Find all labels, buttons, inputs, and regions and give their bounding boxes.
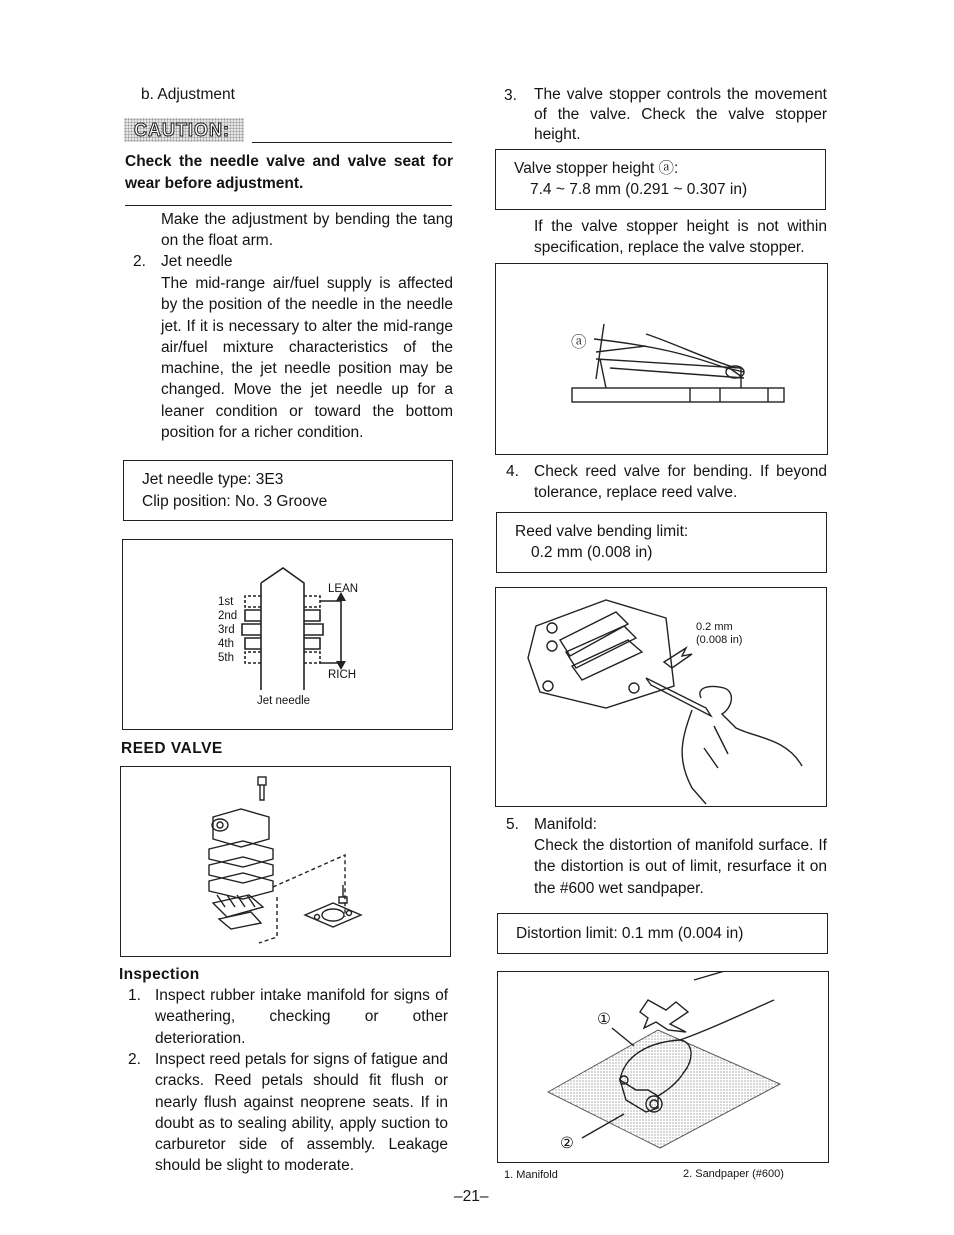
- item-5-number: 5.: [506, 816, 519, 833]
- caption-manifold: 1. Manifold: [504, 1169, 558, 1181]
- manifold-drawing: [498, 972, 827, 1161]
- caution-rule-top: [252, 142, 452, 143]
- caution-text: Check the needle valve and valve seat for wear before adjustment.: [125, 153, 453, 192]
- groove-3rd: 3rd: [218, 624, 235, 636]
- item-3-note: If the valve stopper height is not within specification, replace the valve stopper.: [534, 218, 827, 257]
- reed-valve-exploded-drawing: [121, 767, 449, 955]
- item-2-number: 2.: [133, 253, 146, 270]
- item-2-title: Jet needle: [161, 253, 233, 270]
- groove-4th: 4th: [218, 638, 234, 650]
- tang-paragraph: Make the adjustment by bending the tang on the float arm.: [161, 211, 453, 250]
- valve-stopper-height-label: Valve stopper height ⓐ:: [514, 160, 679, 177]
- item-5-title: Manifold:: [534, 816, 597, 833]
- reed-valve-exploded-figure: [120, 766, 451, 957]
- jet-needle-figure: [122, 539, 453, 730]
- inspection-2-text: Inspect reed petals for signs of fatigue and cracks. Reed petals should fit flush or nearly flush against neoprene seats. If in doubt as to sealing ability, apply suction to carburetor side of assembly. Leakage should be slight to moderate.: [155, 1051, 448, 1175]
- inspection-1-number: 1.: [128, 987, 141, 1004]
- groove-1st: 1st: [218, 596, 234, 608]
- reed-valve-bending-figure: [495, 587, 827, 807]
- item-2-body: The mid-range air/fuel supply is affected by the position of the needle in the needle jet. If it is necessary to alter the mid-range air/fuel mixture characteristics of the machine, the jet needle position may be changed. Move the jet needle up for a leaner condition or toward the bottom position for a richer condition.: [161, 275, 453, 442]
- valve-stopper-spec-box: [495, 149, 826, 210]
- reed-valve-limit-label: Reed valve bending limit:: [515, 523, 689, 540]
- caution-rule-bottom: [125, 205, 452, 206]
- inspection-1-text: Inspect rubber intake manifold for signs of weathering, checking or other deterioration.: [155, 987, 448, 1047]
- valve-stopper-height-value: 7.4 ~ 7.8 mm (0.291 ~ 0.307 in): [530, 181, 748, 198]
- distortion-limit-text: Distortion limit: 0.1 mm (0.004 in): [516, 925, 744, 942]
- adjustment-subheading: b. Adjustment: [141, 86, 235, 103]
- jet-needle-type: Jet needle type: 3E3: [142, 471, 284, 488]
- lean-label: LEAN: [328, 583, 359, 595]
- bending-limit-mm: 0.2 mm: [696, 621, 733, 633]
- distortion-limit-box: [497, 913, 828, 954]
- callout-2-sandpaper: ②: [560, 1135, 574, 1152]
- jet-needle-spec-box: [123, 460, 453, 521]
- jet-needle-caption: Jet needle: [257, 695, 311, 707]
- valve-stopper-figure: [495, 263, 828, 455]
- rich-label: RICH: [328, 669, 357, 681]
- caution-label: CAUTION:: [124, 118, 244, 142]
- reed-valve-limit-box: [496, 512, 827, 573]
- bending-limit-in: (0.008 in): [696, 634, 743, 646]
- groove-5th: 5th: [218, 652, 234, 664]
- item-4-text: Check reed valve for bending. If beyond tolerance, replace reed valve.: [534, 463, 827, 502]
- item-4-number: 4.: [506, 463, 519, 480]
- inspection-heading: Inspection: [119, 966, 200, 983]
- inspection-2-number: 2.: [128, 1051, 141, 1068]
- clip-position: Clip position: No. 3 Groove: [142, 493, 328, 510]
- dimension-a-label: ⓐ: [571, 334, 587, 351]
- item-3-text: The valve stopper controls the movement of the valve. Check the valve stopper height.: [534, 86, 827, 143]
- callout-1-manifold: ①: [597, 1011, 611, 1028]
- valve-stopper-drawing: [496, 264, 826, 453]
- manifold-figure: [497, 971, 829, 1163]
- reed-valve-heading: REED VALVE: [121, 740, 223, 757]
- groove-2nd: 2nd: [218, 610, 238, 622]
- reed-valve-limit-value: 0.2 mm (0.008 in): [531, 544, 653, 561]
- page-number: –21–: [454, 1188, 489, 1205]
- item-5-body: Check the distortion of manifold surface. If the distortion is out of limit, resurface it on the #600 wet sandpaper.: [534, 837, 827, 897]
- reed-valve-bending-drawing: [496, 588, 825, 805]
- caption-sandpaper: 2. Sandpaper (#600): [683, 1168, 784, 1180]
- item-3-number: 3.: [504, 87, 517, 104]
